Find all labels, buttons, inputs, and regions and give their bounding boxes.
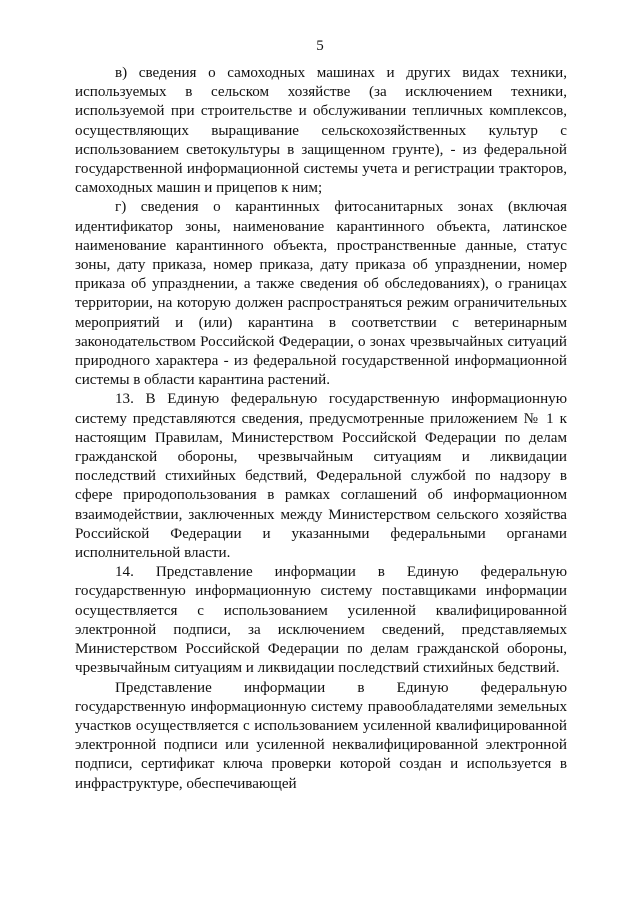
paragraph-clause-14-continued: Представление информации в Единую федеральную государственную информационную систему правообладателями земельных участков осуществляется с использованием усиленной квалифицированной электронной подписи или усиленной неквалифицированной электронной подписи, сертификат ключа проверки которой создан и используется в инфраструктуре, обеспечивающей bbox=[75, 679, 567, 792]
paragraph-clause-14: 14. Представление информации в Единую федеральную государственную информационную систему поставщиками информации осуществляется с использованием усиленной квалифицированной электронной подписи, за исключением сведений, представляемых Министерством Российской Федерации по делам гражданской обороны, чрезвычайным ситуациям и ликвидации последствий стихийных бедствий. bbox=[75, 564, 567, 677]
page-number: 5 bbox=[316, 38, 324, 54]
paragraph-item-v: в) сведения о самоходных машинах и других видах техники, используемых в сельском хозяйстве (за исключением техники, используемой при строительстве и обслуживании тепличных комплексов, осуществляющих выращивание сельскохозяйственных культур с использованием светокультуры в защищенном грунте), - из федеральной государственной информационной системы учета и регистрации тракторов, самоходных машин и прицепов к ним; bbox=[75, 65, 567, 197]
document-body bbox=[75, 64, 567, 794]
paragraph-item-g: г) сведения о карантинных фитосанитарных зонах (включая идентификатор зоны, наименование карантинного объекта, латинское наименование карантинного объекта, пространственные данные, статус зоны, дату приказа, номер приказа, дату приказа об упразднении, номер приказа об упразднении, а также сведения об обследованиях), о границах территории, на которую должен распространяться режим ограничительных мероприятий и (или) карантина в соответствии с ветеринарным законодательством Российской Федерации, о зонах чрезвычайных ситуаций природного характера - из федеральной государственной информационной системы в области карантина растений. bbox=[75, 199, 567, 389]
paragraph-clause-13: 13. В Единую федеральную государственную информационную систему представляются сведения, предусмотренные приложением № 1 к настоящим Правилам, Министерством Российской Федерации по делам гражданской обороны, чрезвычайным ситуациям и ликвидации последствий стихийных бедствий, Федеральной службой по надзору в сфере природопользования в рамках соглашений об информационном взаимодействии, заключенных между Министерством сельского хозяйства Российской Федерации и указанными федеральными органами исполнительной власти. bbox=[75, 391, 567, 562]
